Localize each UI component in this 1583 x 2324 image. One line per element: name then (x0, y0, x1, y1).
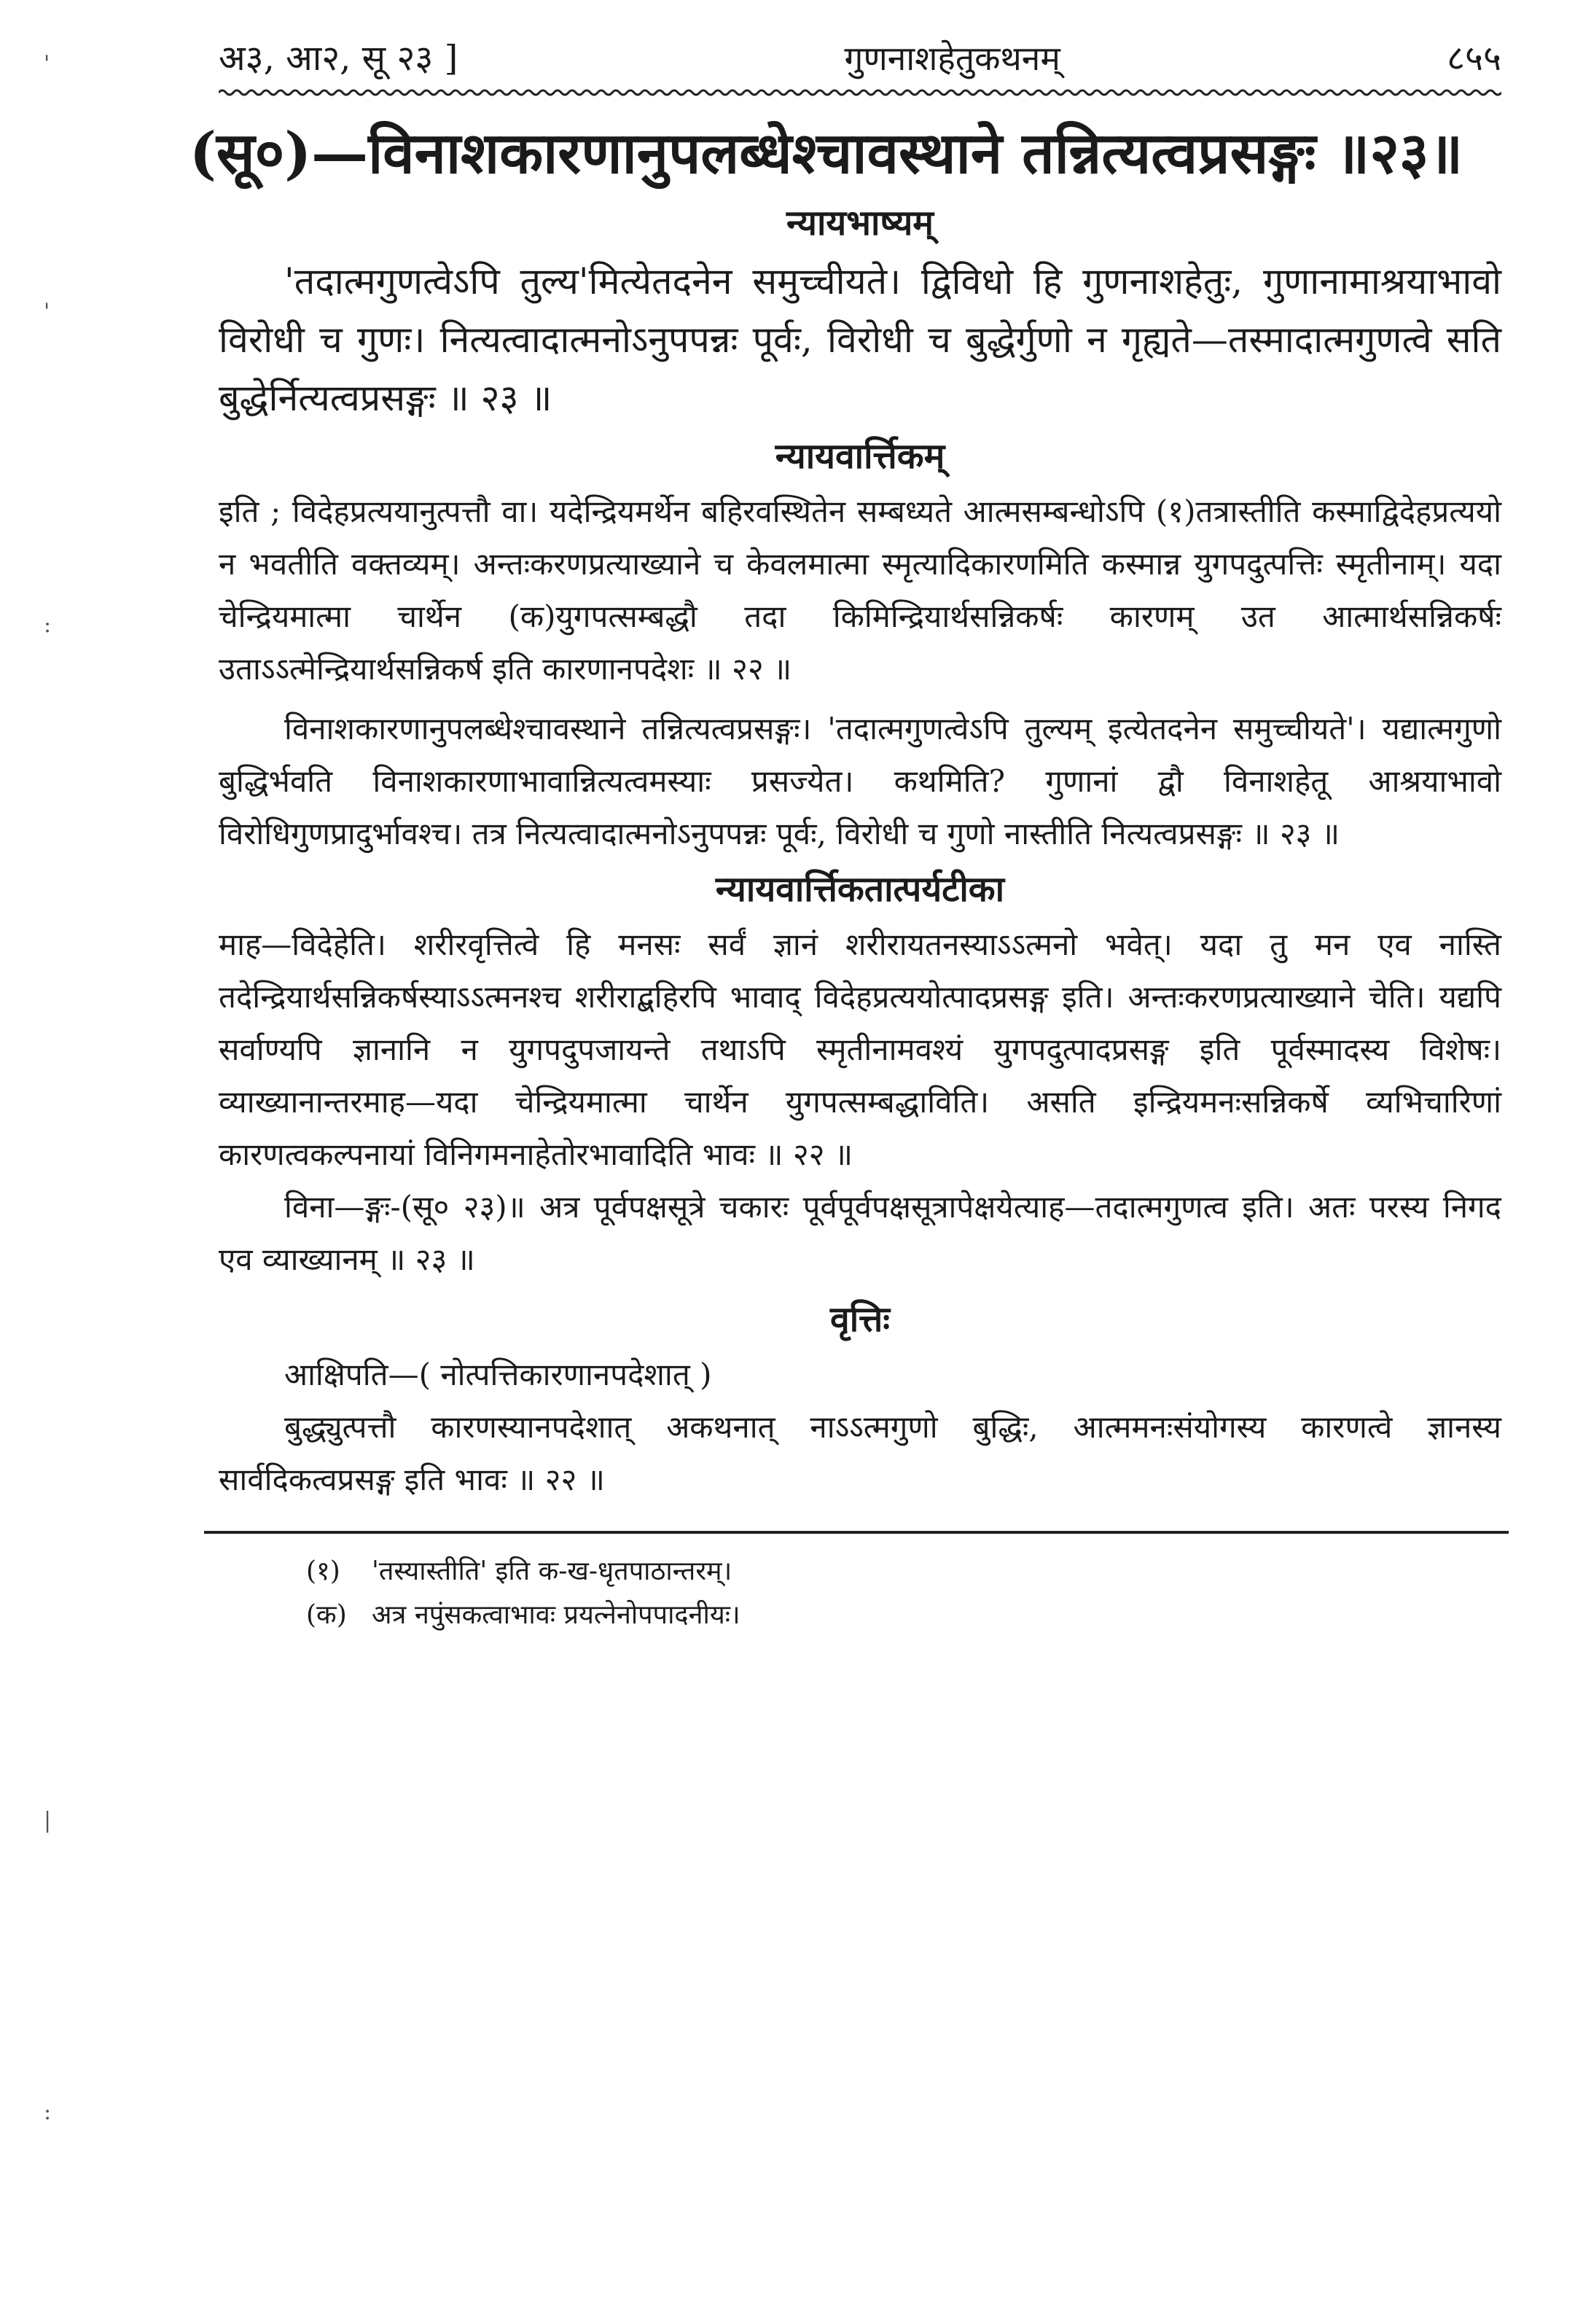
footnote-text: 'तस्यास्तीति' इति क-ख-धृतपाठान्तरम्। (372, 1556, 732, 1586)
margin-tick: : (44, 2099, 52, 2125)
tika-para-2: विना—ङ्गः-(सू० २३)॥ अत्र पूर्वपक्षसूत्रे चकारः पूर्वपूर्वपक्षसूत्रापेक्षयेत्याह—तदात्मगुणत्व इति। अतः परस्य निगद एव व्याख्यानम् ॥ २३ ॥ (219, 1189, 1501, 1277)
vritti-heading: वृत्तिः (830, 1299, 890, 1340)
vritti-para: बुद्ध्युत्पत्तौ कारणस्यानपदेशात् अकथनात् नाऽऽत्मगुणो बुद्धिः, आत्ममनःसंयोगस्य कारणत्वे ज्ञानस्य सार्वदिकत्वप्रसङ्ग इति भावः ॥ २२ ॥ (219, 1409, 1501, 1497)
footnote-mark: (क) (306, 1600, 347, 1630)
bhashya-heading: न्यायभाष्यम् (786, 203, 934, 243)
footnote-1 (306, 1550, 1501, 1594)
running-head (219, 29, 1501, 87)
margin-tick: : (44, 612, 52, 638)
page-number: ८५५ (1447, 38, 1501, 79)
margin-tick: ' (44, 51, 50, 77)
footnote-rule (204, 1531, 1509, 1534)
vartika-heading: न्यायवार्त्तिकम् (775, 436, 945, 477)
vartika-para-2: विनाशकारणानुपलब्धेश्चावस्थाने तन्नित्यत्वप्रसङ्गः। 'तदात्मगुणत्वेऽपि तुल्यम् इत्येतदनेन समुच्चीयते'। यद्यात्मगुणो बुद्धिर्भवति विनाशकारणाभावान्नित्यत्वमस्याः प्रसज्येत। कथमिति? गुणानां द्वौ विनाशहेतू आश्रयाभावो विरोधिगुणप्रादुर्भावश्च। तत्र नित्यत्वादात्मनोऽनुपपन्नः पूर्वः, विरोधी च गुणो नास्तीति नित्यत्वप्रसङ्गः ॥ २३ ॥ (219, 711, 1501, 851)
running-head-left: अ३, आ२, सू २३ ] (219, 38, 458, 79)
running-head-title: गुणनाशहेतुकथनम् (844, 39, 1060, 78)
sutra-heading: (सू०)—विनाशकारणानुपलब्धेश्चावस्थाने तन्नित्यत्वप्रसङ्गः ॥२३॥ (189, 120, 1463, 187)
page (189, 29, 1501, 1637)
bhashya-text: 'तदात्मगुणत्वेऽपि तुल्य'मित्येतदनेन समुच्चीयते। द्विविधो हि गुणनाशहेतुः, गुणानामाश्रयाभावो विरोधी च गुणः। नित्यत्वादात्मनोऽनुपपन्नः पूर्वः, विरोधी च बुद्धेर्गुणो न गृह्यते—तस्मादात्मगुणत्वे सति बुद्धेर्नित्यत्वप्रसङ्गः ॥ २३ ॥ (219, 260, 1501, 419)
vritti-line-1: आक्षिपति—( नोत्पत्तिकारणानपदेशात् ) (284, 1357, 712, 1392)
footnote-2 (306, 1594, 1501, 1637)
tika-para-1: माह—विदेहेति। शरीरवृत्तित्वे हि मनसः सर्वं ज्ञानं शरीरायतनस्याऽऽत्मनो भवेत्। यदा तु मन एव नास्ति तदेन्द्रियार्थसन्निकर्षस्याऽऽत्मनश्च शरीराद्बहिरपि भावाद् विदेहप्रत्ययोत्पादप्रसङ्ग इति। अन्तःकरणप्रत्याख्याने चेति। यद्यपि सर्वाण्यपि ज्ञानानि न युगपदुपजायन्ते तथाऽपि स्मृतीनामवश्यं युगपदुत्पादप्रसङ्ग इति पूर्वस्मादस्य विशेषः। व्याख्यानान्तरमाह—यदा चेन्द्रियमात्मा चार्थेन युगपत्सम्बद्धाविति। असति इन्द्रियमनःसन्निकर्षे व्यभिचारिणां कारणत्वकल्पनायां विनिगमनाहेतोरभावादिति भावः ॥ २२ ॥ (219, 927, 1501, 1172)
tika-heading: न्यायवार्त्तिकतात्पर्यटीका (715, 869, 1005, 910)
footnote-mark: (१) (306, 1556, 340, 1586)
wavy-rule (219, 87, 1501, 98)
margin-tick: ' (44, 299, 50, 324)
vartika-para-1: इति ; विदेहप्रत्ययानुत्पत्तौ वा। यदेन्द्रियमर्थेन बहिरवस्थितेन सम्बध्यते आत्मसम्बन्धोऽपि (१)तत्रास्तीति कस्माद्विदेहप्रत्ययो न भवतीति वक्तव्यम्। अन्तःकरणप्रत्याख्याने च केवलमात्मा स्मृत्यादिकारणमिति कस्मान्न युगपदुत्पत्तिः स्मृतीनाम्। यदा चेन्द्रियमात्मा चार्थेन (क)युगपत्सम्बद्धौ तदा किमिन्द्रियार्थसन्निकर्षः कारणम् उत आत्मार्थसन्निकर्षः उताऽऽत्मेन्द्रियार्थसन्निकर्ष इति कारणानपदेशः ॥ २२ ॥ (219, 494, 1501, 687)
footnote-text: अत्र नपुंसकत्वाभावः प्रयत्नेनोपपादनीयः। (372, 1600, 740, 1630)
margin-tick: | (44, 1808, 52, 1833)
